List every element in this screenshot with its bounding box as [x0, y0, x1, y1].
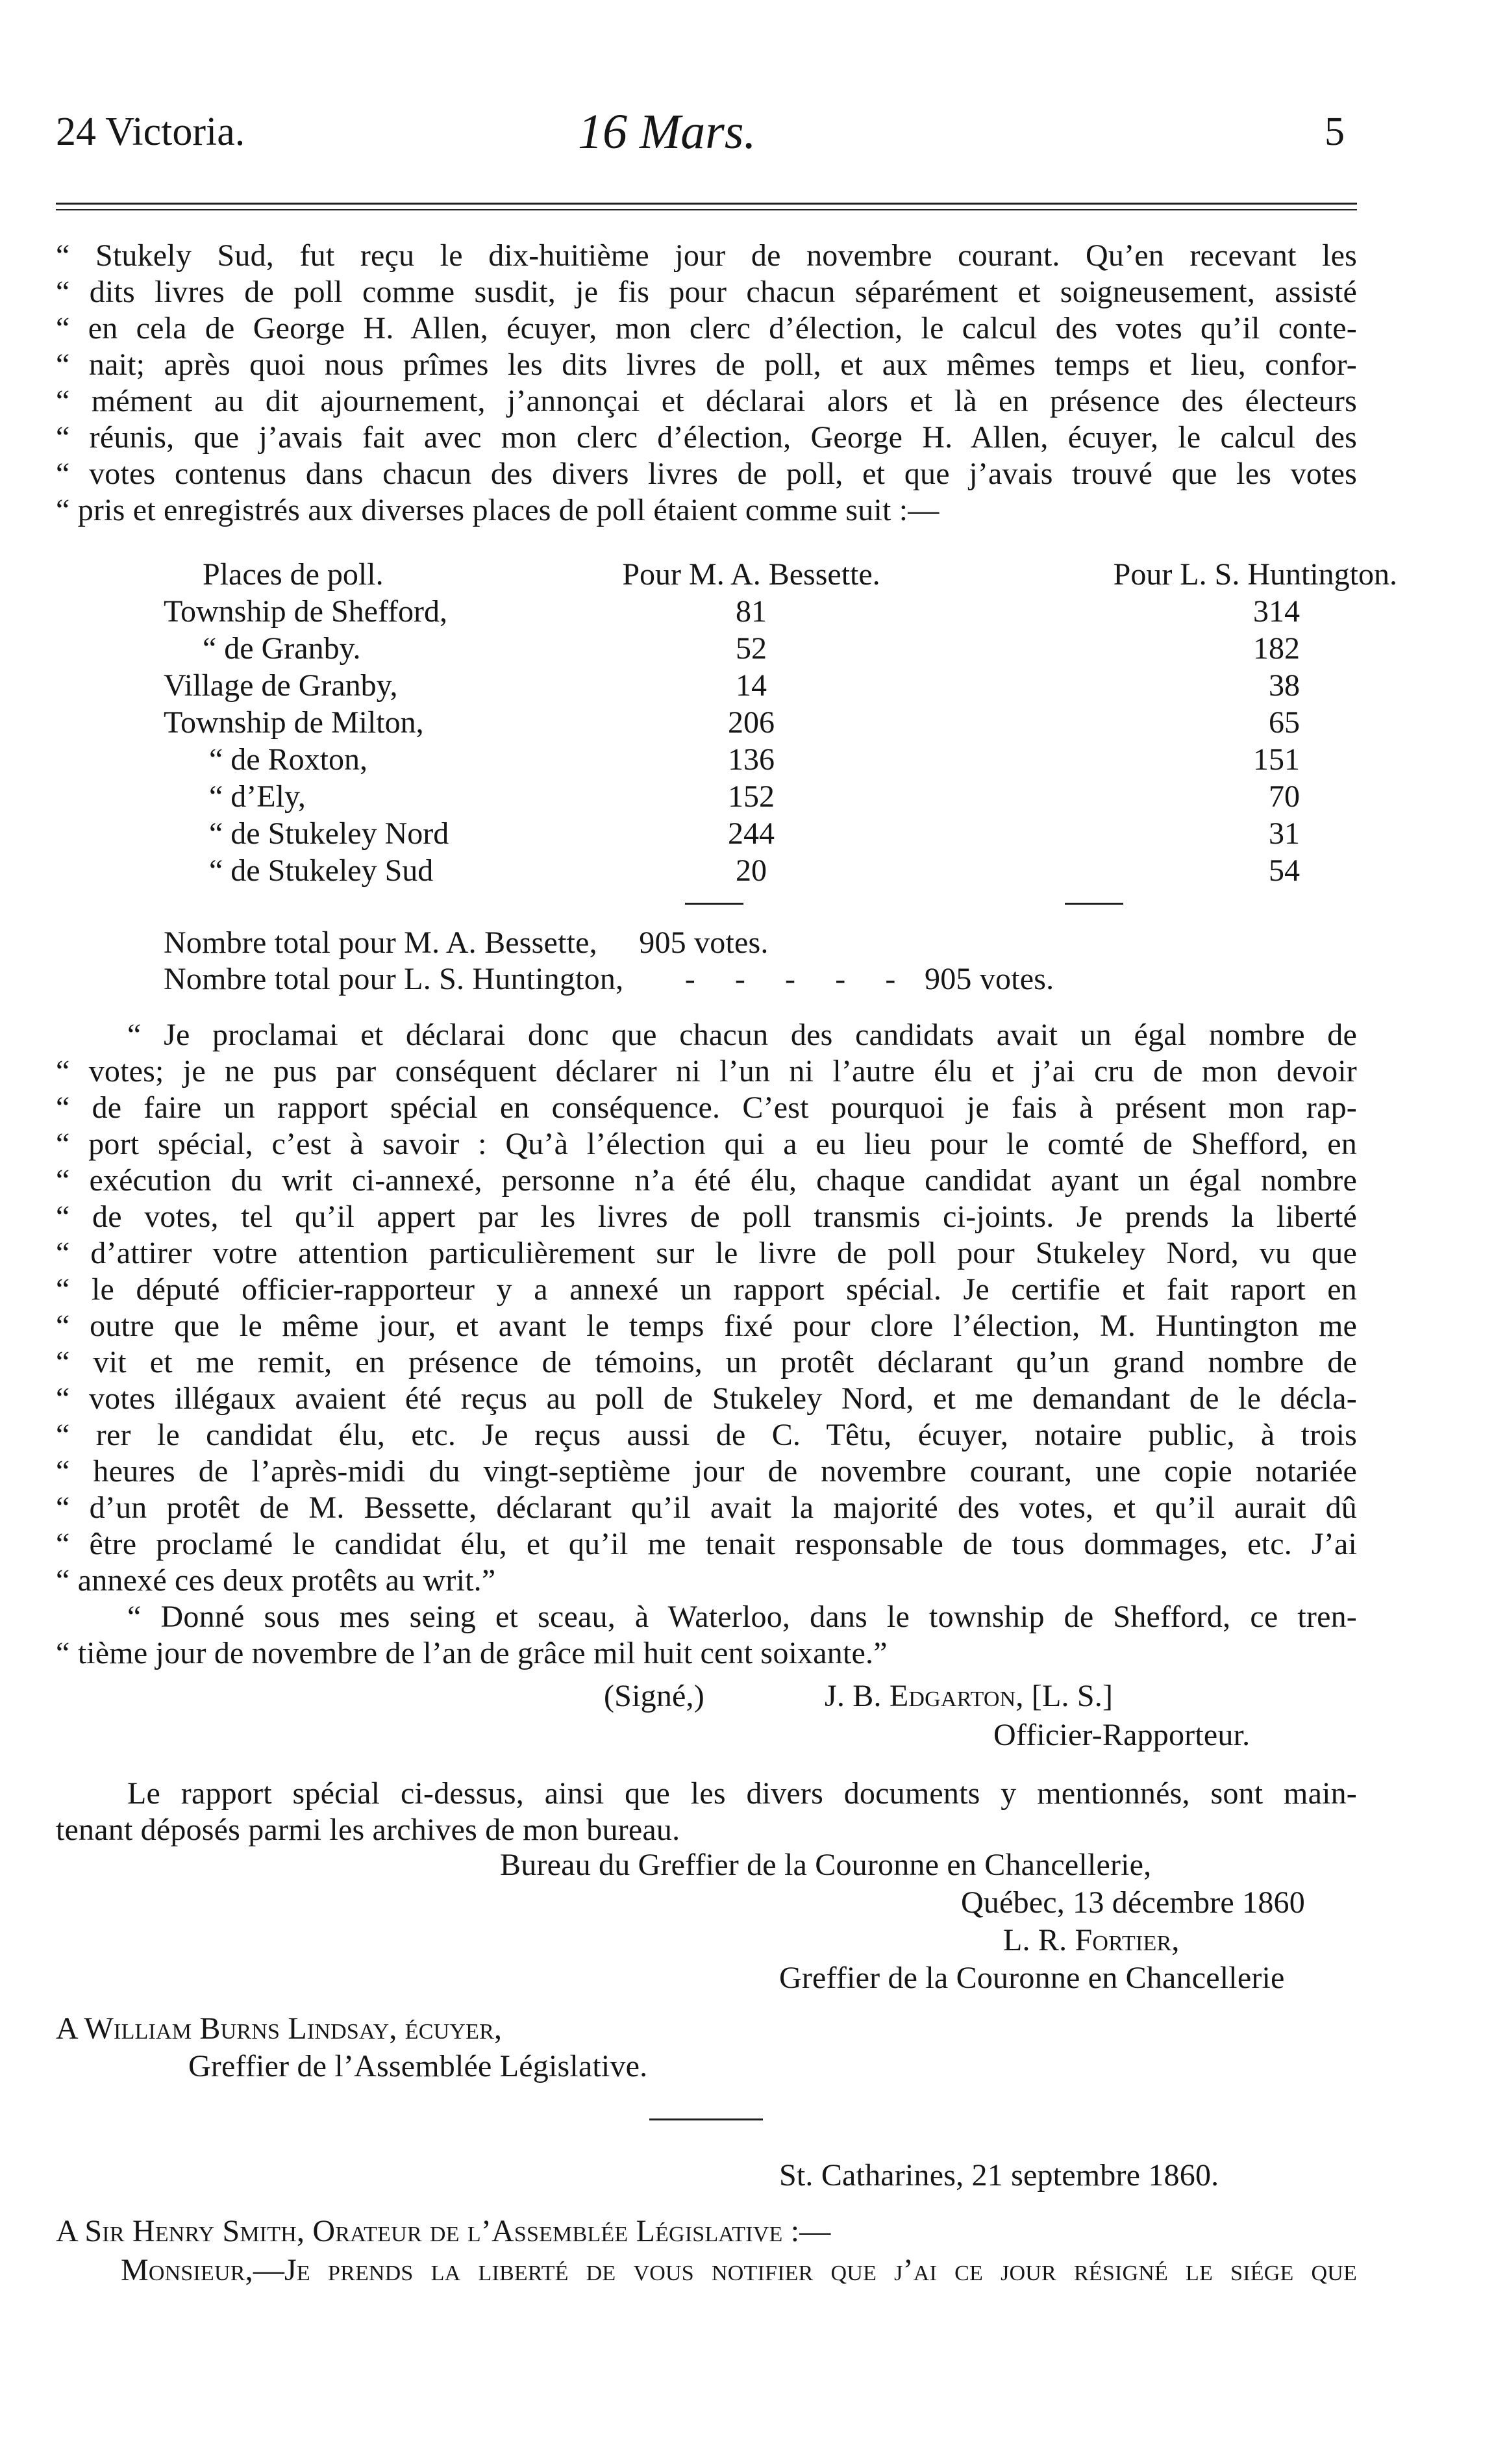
sum-rule-bessette [685, 903, 743, 905]
text-line: “ votes contenus dans chacun des divers livres de poll, et que j’avais trouvé que les votes [56, 457, 1357, 491]
huntington-votes: 70 [1269, 779, 1300, 814]
paragraph-proclamation [56, 1017, 1357, 1599]
text-line: Le rapport spécial ci-dessus, ainsi que les divers documents y mentionnés, sont main- [127, 1776, 1357, 1811]
text-line: “ de votes, tel qu’il appert par les livres de poll transmis ci-joints. Je prends la liberté [56, 1200, 1357, 1234]
text-line: “ réunis, que j’avais fait avec mon clerc d’élection, George H. Allen, écuyer, le calcul des [56, 420, 1357, 455]
address-recipient: A William Burns Lindsay, écuyer, [56, 2011, 503, 2046]
text-line: “ exécution du writ ci-annexé, personne n’a été élu, chaque candidat ayant un égal nombre [56, 1163, 1357, 1198]
table-row [164, 630, 1397, 667]
header-left: 24 Victoria. [56, 110, 245, 154]
total-huntington-value: 905 [925, 962, 972, 996]
text-line: tenant déposés parmi les archives de mon bureau. [56, 1813, 680, 1847]
text-line: “ annexé ces deux protêts au writ.” [56, 1563, 496, 1598]
bureau-place-date: Québec, 13 décembre 1860 [961, 1885, 1305, 1920]
huntington-votes: 151 [1253, 742, 1300, 777]
column-header-huntington: Pour L. S. Huntington. [1113, 557, 1397, 592]
poll-place: “ de Roxton, [209, 742, 367, 777]
total-bessette-unit: votes. [694, 925, 769, 960]
text-line: “ en cela de George H. Allen, écuyer, mon clerc d’élection, le calcul des votes qu’il conte- [56, 311, 1357, 346]
bureau-signatory-name: L. R. Fortier, [1003, 1923, 1180, 1957]
poll-place: Township de Milton, [164, 705, 424, 740]
bureau-line: Bureau du Greffier de la Couronne en Chancellerie, [500, 1848, 1152, 1882]
table-header-row [164, 556, 1397, 593]
text-line: “ rer le candidat élu, etc. Je reçus aussi de C. Têtu, écuyer, notaire public, à trois [56, 1418, 1357, 1452]
text-line: “ nait; après quoi nous prîmes les dits livres de poll, et aux mêmes temps et lieu, confor- [56, 347, 1357, 382]
bureau-signatory-title: Greffier de la Couronne en Chancellerie [779, 1961, 1285, 1995]
paragraph-deposit-note [56, 1776, 1357, 1848]
section-separator [649, 2118, 763, 2120]
poll-place: Village de Granby, [164, 668, 398, 703]
bessette-votes: 20 [736, 853, 767, 888]
total-huntington-label: Nombre total pour L. S. Huntington, [164, 962, 624, 996]
huntington-votes: 54 [1269, 853, 1300, 888]
total-huntington [164, 961, 1054, 998]
total-bessette [164, 925, 769, 961]
table-row [164, 593, 1397, 630]
text-line: “ d’un protêt de M. Bessette, déclarant qu’il avait la majorité des votes, et qu’il aurait dû [56, 1490, 1357, 1525]
header-center: 16 Mars. [578, 105, 756, 159]
poll-place: Township de Shefford, [164, 594, 448, 629]
total-bessette-value: 905 [639, 925, 686, 960]
table-row [164, 704, 1397, 741]
text-line: “ de faire un rapport spécial en conséquence. C’est pourquoi je fais à présent mon rap- [56, 1090, 1357, 1125]
table-row [164, 852, 1397, 889]
huntington-votes: 31 [1269, 816, 1300, 851]
table-row [164, 778, 1397, 815]
total-bessette-label: Nombre total pour M. A. Bessette, [164, 925, 597, 960]
signature-signe: (Signé,) [604, 1679, 704, 1713]
poll-results-table [164, 556, 1397, 889]
huntington-votes: 182 [1253, 631, 1300, 666]
sum-rule-huntington [1065, 903, 1123, 905]
bessette-votes: 152 [728, 779, 775, 814]
paragraph-given-under-seal [56, 1599, 1357, 1672]
signature-name: J. B. Edgarton, [L. S.] [825, 1679, 1114, 1713]
paragraph-election-report [56, 238, 1357, 529]
bessette-votes: 52 [736, 631, 767, 666]
total-huntington-unit: votes. [979, 962, 1054, 996]
bessette-votes: 136 [728, 742, 775, 777]
text-line: “ être proclamé le candidat élu, et qu’il me tenait responsable de tous dommages, etc. J’ai [56, 1527, 1357, 1561]
text-line: “ pris et enregistrés aux diverses places de poll étaient comme suit :— [56, 493, 940, 527]
text-line: “ dits livres de poll comme susdit, je fis pour chacun séparément et soigneusement, assisté [56, 275, 1357, 309]
address-recipient-title: Greffier de l’Assemblée Législative. [188, 2049, 648, 2083]
text-line: “ votes illégaux avaient été reçus au poll de Stukeley Nord, et me demandant de le décla- [56, 1381, 1357, 1416]
huntington-votes: 314 [1253, 594, 1300, 629]
column-header-bessette: Pour M. A. Bessette. [622, 557, 880, 592]
text-line: “ tième jour de novembre de l’an de grâce mil huit cent soixante.” [56, 1636, 888, 1670]
text-line: “ heures de l’après-midi du vingt-septième jour de novembre courant, une copie notariée [56, 1454, 1357, 1489]
poll-place: “ de Granby. [203, 631, 361, 666]
text-line: “ vit et me remit, en présence de témoins, un protêt déclarant qu’un grand nombre de [56, 1345, 1357, 1379]
table-row [164, 667, 1397, 704]
letter-opening-paragraph [56, 2252, 1357, 2289]
bessette-votes: 206 [728, 705, 775, 740]
letter-salutation: A Sir Henry Smith, Orateur de l’Assemblée Législative :— [56, 2214, 831, 2248]
huntington-votes: 65 [1269, 705, 1300, 740]
column-header-places: Places de poll. [203, 557, 384, 592]
text-line: “ mément au dit ajournement, j’annonçai et déclarai alors et là en présence des électeurs [56, 384, 1357, 418]
letter-place-date: St. Catharines, 21 septembre 1860. [779, 2158, 1219, 2193]
leader-dots: - - - - - [684, 962, 896, 996]
text-line: “ outre que le même jour, et avant le temps fixé pour clore l’élection, M. Huntington me [56, 1309, 1357, 1343]
header-rule-top [56, 203, 1357, 205]
signature-title: Officier-Rapporteur. [993, 1718, 1251, 1752]
text-line: “ port spécial, c’est à savoir : Qu’à l’élection qui a eu lieu pour le comté de Shefford, en [56, 1127, 1357, 1161]
page-number: 5 [1325, 110, 1345, 154]
table-row [164, 741, 1397, 778]
huntington-votes: 38 [1269, 668, 1300, 703]
text-line: “ le député officier-rapporteur y a annexé un rapport spécial. Je certifie et fait raport en [56, 1272, 1357, 1307]
text-line: “ Je proclamai et déclarai donc que chacun des candidats avait un égal nombre de [127, 1018, 1357, 1052]
header-rule-bottom [56, 209, 1357, 210]
text-line: “ Donné sous mes seing et sceau, à Waterloo, dans le township de Shefford, ce tren- [127, 1600, 1357, 1634]
text-line: “ d’attirer votre attention particulièrement sur le livre de poll pour Stukeley Nord, vu que [56, 1236, 1357, 1270]
poll-place: “ d’Ely, [209, 779, 306, 814]
table-row [164, 815, 1397, 852]
text-line: “ Stukely Sud, fut reçu le dix-huitième jour de novembre courant. Qu’en recevant les [56, 238, 1357, 273]
poll-place: “ de Stukeley Nord [209, 816, 449, 851]
poll-place: “ de Stukeley Sud [209, 853, 434, 888]
bessette-votes: 14 [736, 668, 767, 703]
bessette-votes: 81 [736, 594, 767, 629]
text-line: “ votes; je ne pus par conséquent déclarer ni l’un ni l’autre élu et j’ai cru de mon devoir [56, 1054, 1357, 1088]
text-line: Monsieur,—Je prends la liberté de vous notifier que j’ai ce jour résigné le siége que [121, 2253, 1357, 2287]
bessette-votes: 244 [728, 816, 775, 851]
